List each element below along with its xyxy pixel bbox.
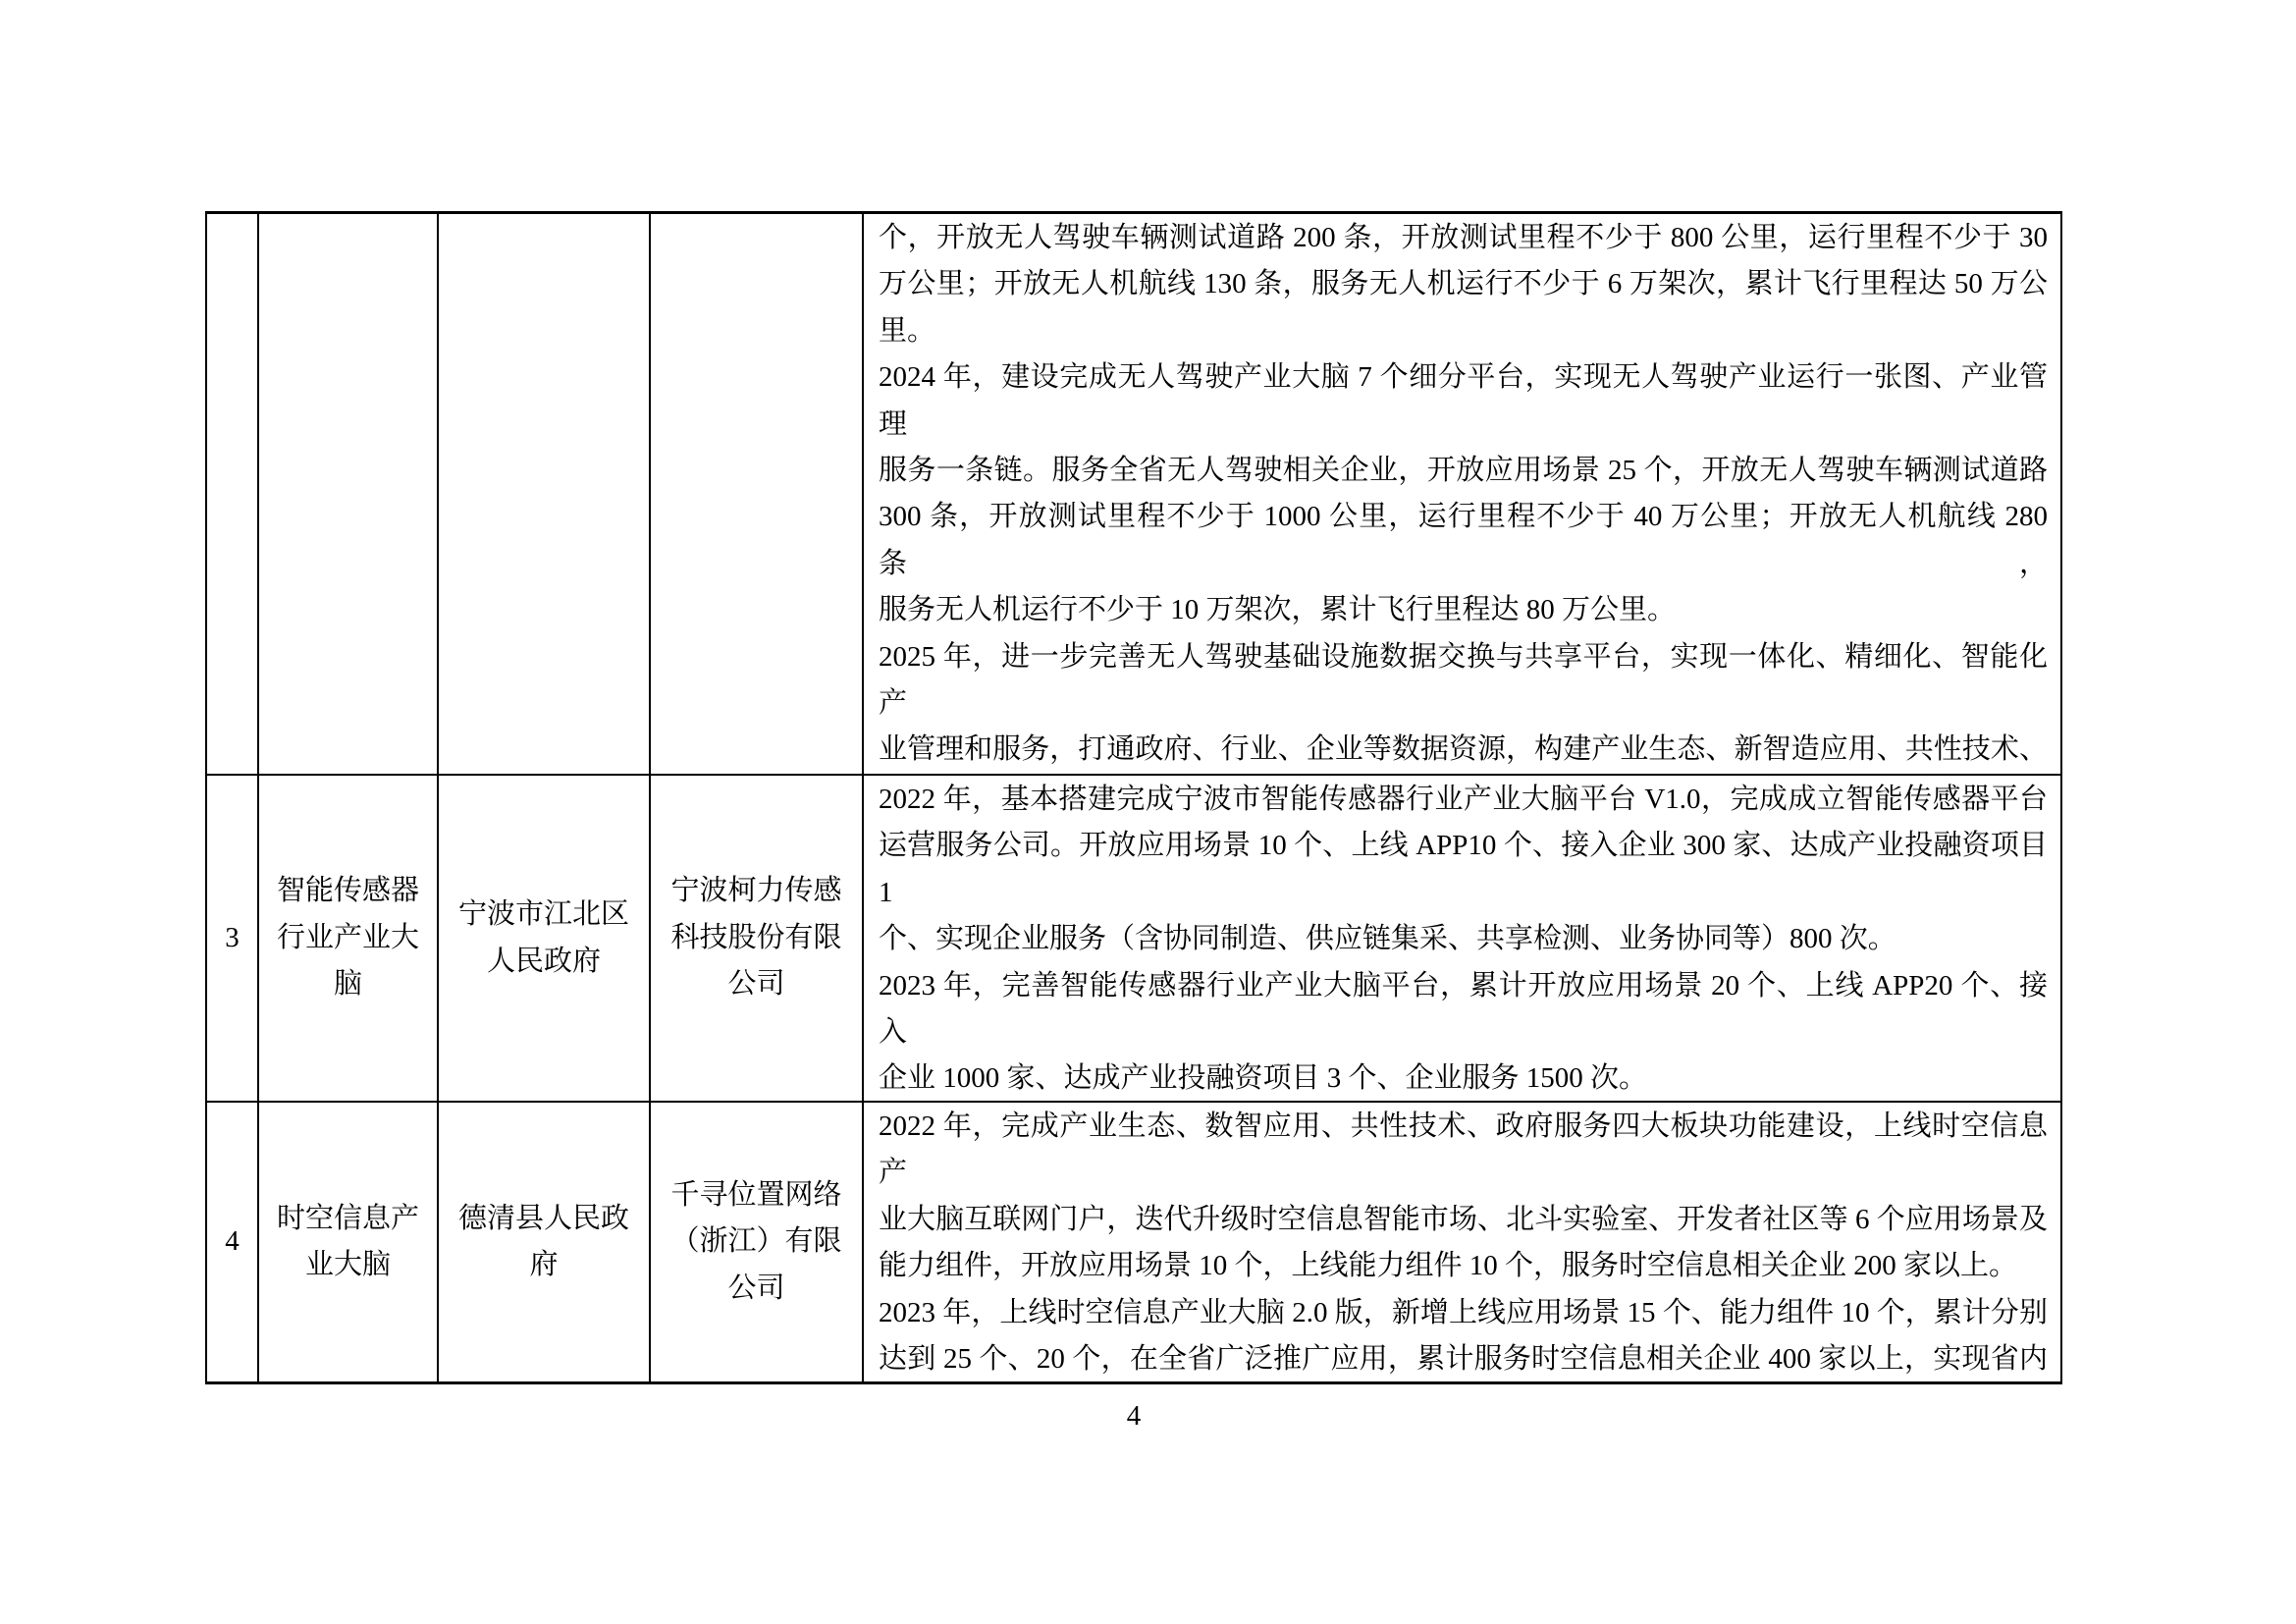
project-name-line: 智能传感器 <box>276 875 419 907</box>
description-line: 个，开放无人驾驶车辆测试道路 200 条，开放测试里程不少于 800 公里，运行里程不少于 30 <box>879 222 2048 253</box>
description-line: 业大脑互联网门户，迭代升级时空信息智能市场、北斗实验室、开发者社区等 6 个应用场景及 <box>879 1203 2048 1235</box>
cell-description <box>864 1103 2060 1381</box>
description-line: 2022 年，完成产业生态、数智应用、共性技术、政府服务四大板块功能建设，上线时空信息产 <box>879 1110 2048 1189</box>
cell-project-name <box>259 214 439 774</box>
cell-company <box>651 776 864 1101</box>
government-unit-line: 人民政府 <box>486 945 601 977</box>
description-line: 达到 25 个、20 个，在全省广泛推广应用，累计服务时空信息相关企业 400 家以上，实现省内 <box>879 1343 2048 1376</box>
description-line: 2024 年，建设完成无人驾驶产业大脑 7 个细分平台，实现无人驾驶产业运行一张图、产业管理 <box>879 361 2048 440</box>
description-line: 企业 1000 家、达成产业投融资项目 3 个、企业服务 1500 次。 <box>879 1062 1648 1095</box>
government-unit-line: 府 <box>529 1249 559 1280</box>
government-unit-line: 德清县人民政 <box>457 1202 629 1234</box>
projects-table <box>205 211 2062 1384</box>
cell-description <box>864 776 2060 1101</box>
page-number: 4 <box>1126 1400 1142 1432</box>
description-line: 2023 年，完善智能传感器行业产业大脑平台，累计开放应用场景 20 个、上线 APP20 个、接入 <box>879 969 2048 1049</box>
description-paragraph <box>879 215 2048 354</box>
description-paragraph <box>879 634 2048 774</box>
description-line: 300 条，开放测试里程不少于 1000 公里，运行里程不少于 40 万公里；开放无人机航线 280 条， <box>879 501 2048 579</box>
cell-description <box>864 214 2060 774</box>
cell-project-name <box>259 776 439 1101</box>
description-line: 服务一条链。服务全省无人驾驶相关企业，开放应用场景 25 个，开放无人驾驶车辆测试道路 <box>879 455 2048 487</box>
cell-government-unit <box>439 214 651 774</box>
cell-company <box>651 1103 864 1381</box>
project-name-line: 时空信息产 <box>276 1202 419 1234</box>
cell-government-unit <box>439 776 651 1101</box>
table-row <box>207 776 2060 1103</box>
description-line: 服务无人机运行不少于 10 万架次，累计飞行里程达 80 万公里。 <box>879 594 1677 626</box>
company-line: （浙江）有限 <box>670 1225 842 1258</box>
description-paragraph <box>879 777 2048 963</box>
description-line: 业管理和服务，打通政府、行业、企业等数据资源，构建产业生态、新智造应用、共性技术、 <box>879 733 2048 766</box>
cell-project-name <box>259 1103 439 1381</box>
company-line: 科技股份有限 <box>670 921 842 953</box>
company-line: 宁波柯力传感 <box>670 875 842 907</box>
description-paragraph <box>879 1104 2048 1290</box>
description-paragraph <box>879 354 2048 633</box>
table-row <box>207 1103 2060 1381</box>
cell-row-number <box>207 214 259 774</box>
description-line: 里。 <box>879 314 936 347</box>
description-line: 2023 年，上线时空信息产业大脑 2.0 版，新增上线应用场景 15 个、能力组件 10 个，累计分别 <box>879 1296 2048 1328</box>
description-paragraph <box>879 963 2048 1101</box>
company-line: 公司 <box>727 1272 785 1304</box>
project-name-line: 脑 <box>333 968 362 1001</box>
project-name-line: 业大脑 <box>304 1249 391 1280</box>
description-line: 能力组件，开放应用场景 10 个，上线能力组件 10 个，服务时空信息相关企业 200 家以上。 <box>879 1250 2018 1282</box>
cell-row-number: 3 <box>207 776 259 1101</box>
description-line: 万公里；开放无人机航线 130 条，服务无人机运行不少于 6 万架次，累计飞行里程达 50 万公 <box>879 268 2048 300</box>
company-line: 千寻位置网络 <box>670 1178 842 1211</box>
cell-company <box>651 214 864 774</box>
government-unit-line: 宁波市江北区 <box>457 898 629 931</box>
description-line: 个、实现企业服务（含协同制造、供应链集采、共享检测、业务协同等）800 次。 <box>879 923 1896 955</box>
description-line: 2025 年，进一步完善无人驾驶基础设施数据交换与共享平台，实现一体化、精细化、智能化产 <box>879 640 2048 720</box>
cell-government-unit <box>439 1103 651 1381</box>
description-paragraph <box>879 1290 2048 1381</box>
company-line: 公司 <box>727 968 785 1001</box>
table-row <box>207 214 2060 776</box>
cell-row-number: 4 <box>207 1103 259 1381</box>
description-line: 运营服务公司。开放应用场景 10 个、上线 APP10 个、接入企业 300 家、达成产业投融资项目 1 <box>879 830 2048 908</box>
description-line: 2022 年，基本搭建完成宁波市智能传感器行业产业大脑平台 V1.0，完成成立智能传感器平台 <box>879 784 2048 815</box>
project-name-line: 行业产业大 <box>276 921 419 953</box>
